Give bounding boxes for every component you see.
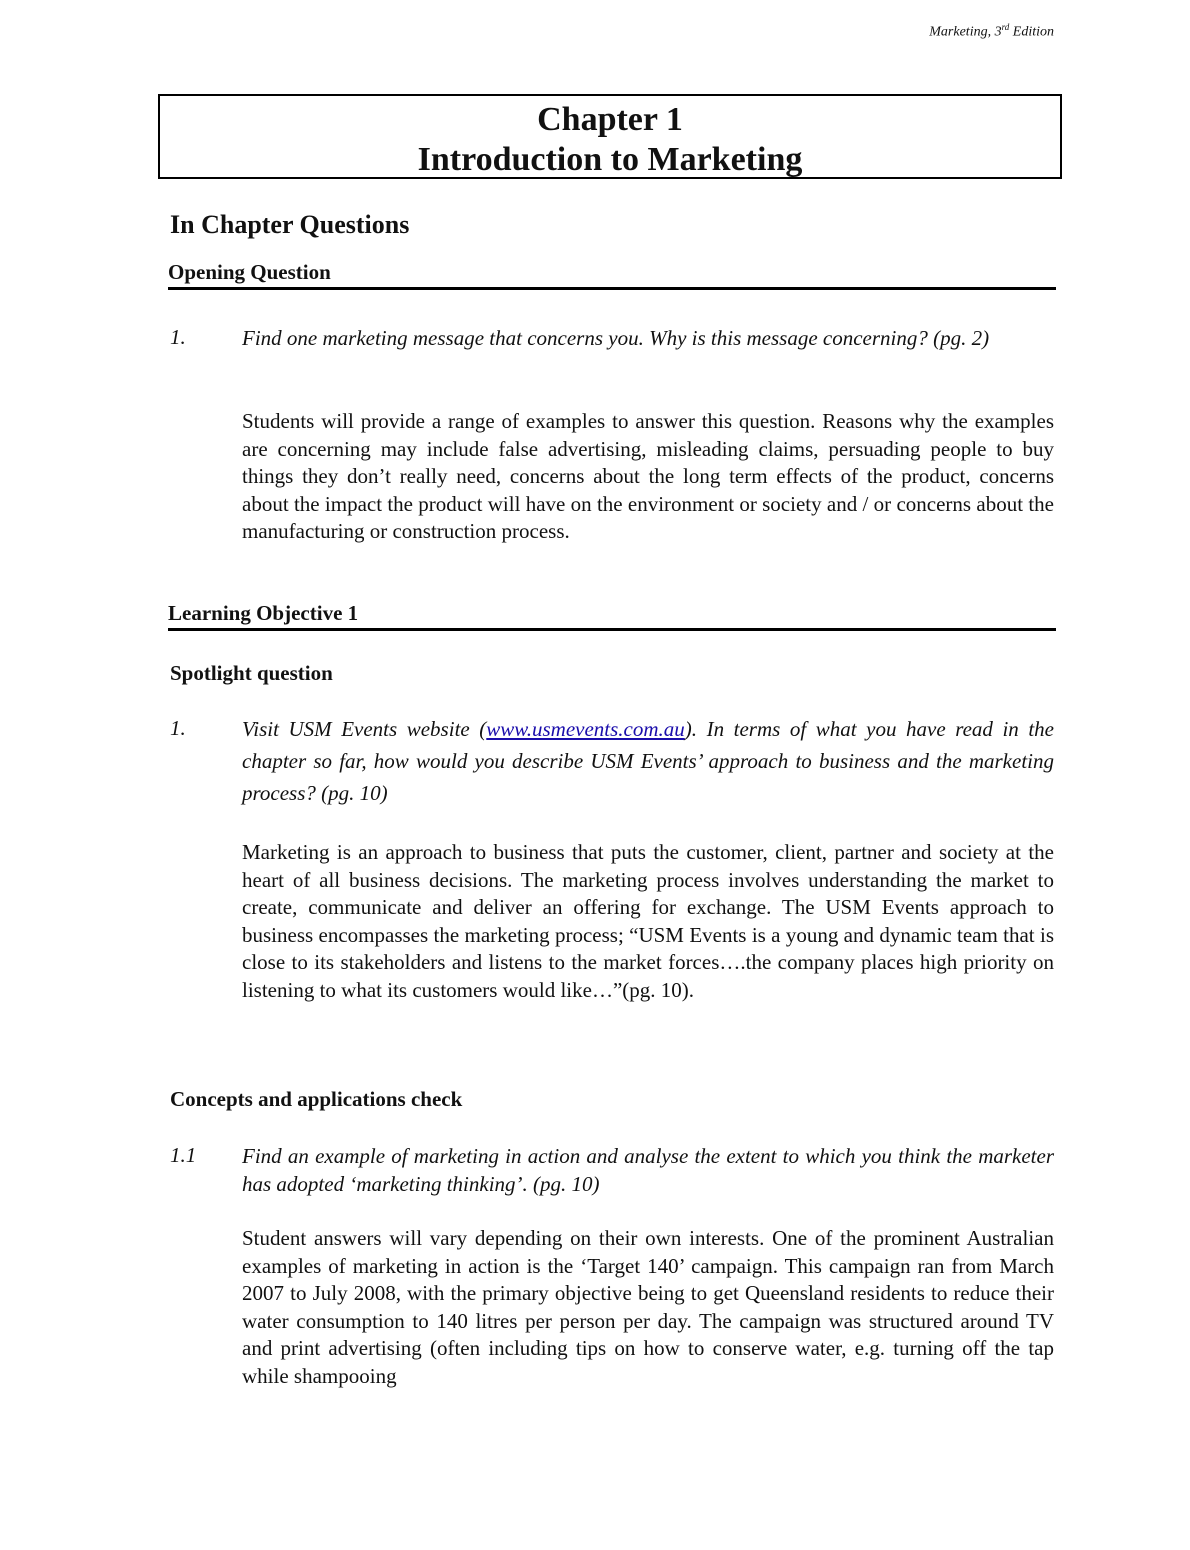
learning-objective-heading: Learning Objective 1 bbox=[168, 601, 1056, 631]
running-header bbox=[929, 22, 1054, 41]
opening-answer: Students will provide a range of examples to answer this question. Reasons why the examples are concerning may include false advertising, misleading claims, persuading people to buy things they don’t really need, concerns about the long term effects of the product, concerns about the impact the product will have on the environment or society and / or concerns about the manufacturing or construction process. bbox=[242, 409, 1054, 544]
spotlight-answer: Marketing is an approach to business that puts the customer, client, partner and society at the heart of all business decisions. The marketing process involves understanding the market to create, communicate and deliver an offering for exchange. The USM Events approach to business encompasses the marketing process; “USM Events is a young and dynamic team that is close to its stakeholders and listens to the market forces….the company places high priority on listening to what its customers would like…”(pg. 10). bbox=[242, 840, 1054, 1002]
running-header-prefix: Marketing, 3 bbox=[929, 24, 1002, 40]
spotlight-question-pre: Visit USM Events website ( bbox=[242, 717, 487, 741]
running-header-sup: rd bbox=[1001, 22, 1010, 32]
chapter-title-box bbox=[158, 94, 1062, 179]
spotlight-question-post: ). In terms of what you have read in the chapter so far, how would you describe USM Events’ approach to business and the marketing process? (pg. 10) bbox=[242, 717, 1055, 805]
chapter-title: Introduction to Marketing bbox=[417, 141, 803, 178]
chapter-number: Chapter 1 bbox=[537, 101, 683, 138]
concepts-heading: Concepts and applications check bbox=[170, 1087, 463, 1111]
usm-events-link[interactable]: www.usmevents.com.au bbox=[486, 717, 685, 741]
spotlight-heading: Spotlight question bbox=[170, 661, 333, 685]
running-header-suffix: Edition bbox=[1009, 24, 1054, 40]
spotlight-question-text bbox=[242, 713, 1054, 809]
spotlight-question-number: 1. bbox=[170, 716, 186, 740]
concepts-answer: Student answers will vary depending on their own interests. One of the prominent Australian examples of marketing in action is the ‘Target 140’ campaign. This campaign ran from March 2007 to July 2008, with the primary objective being to get Queensland residents to reduce their water consumption to 140 litres per person per day. The campaign was structured around TV and print advertising (often including tips on how to conserve water, e.g. turning off the tap while shampooing bbox=[242, 1226, 1054, 1388]
opening-question-number: 1. bbox=[170, 325, 186, 349]
concepts-question-number: 1.1 bbox=[170, 1143, 197, 1167]
opening-question-text: Find one marketing message that concerns you. Why is this message concerning? (pg. 2) bbox=[242, 326, 990, 350]
section-title: In Chapter Questions bbox=[170, 210, 410, 239]
opening-question-heading: Opening Question bbox=[168, 260, 1056, 290]
concepts-question-text: Find an example of marketing in action and analyse the extent to which you think the marketer has adopted ‘marketing thinking’. (pg. 10) bbox=[242, 1144, 1054, 1196]
